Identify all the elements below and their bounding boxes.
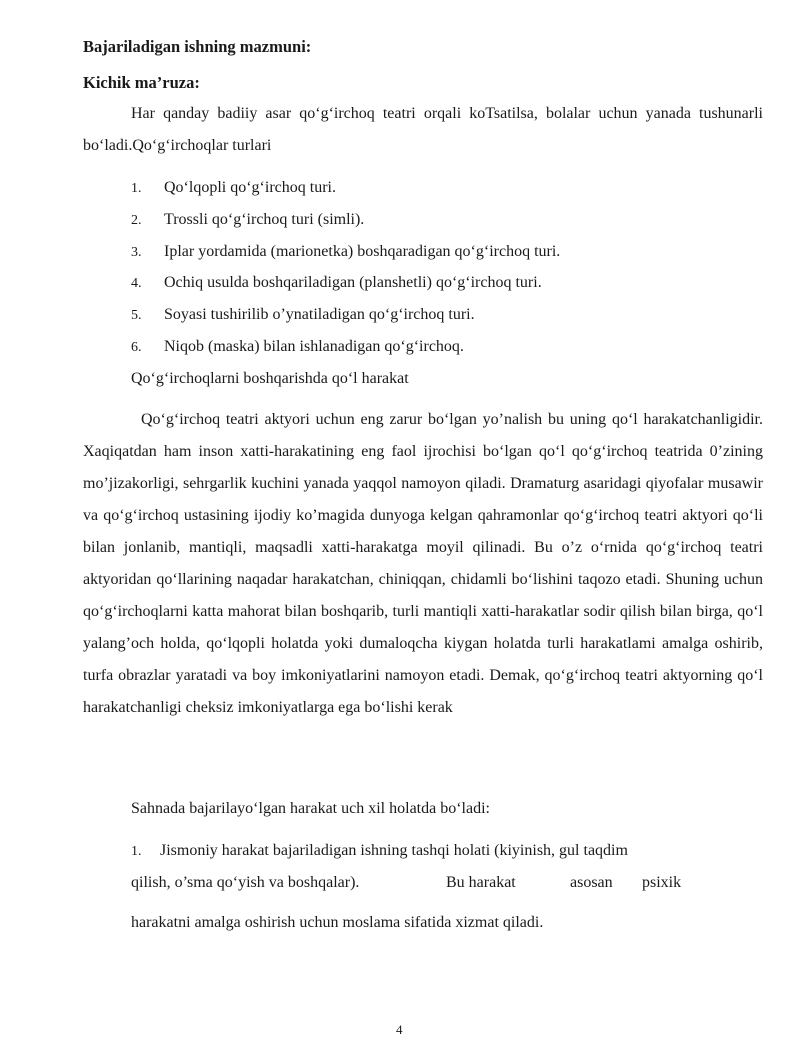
list-text: Trossli qo‘g‘irchoq turi (simli). <box>164 211 365 228</box>
list-item <box>131 242 560 263</box>
hand-movement-title: Qo‘g‘irchoqlarni boshqarishda qo‘l harakat <box>131 370 409 387</box>
list-item <box>131 337 464 358</box>
page-number: 4 <box>396 1022 403 1037</box>
stage-item-line-2a: qilish, o’sma qo‘yish va boshqalar). <box>131 874 360 891</box>
list-text: Qo‘lqopli qo‘g‘irchoq turi. <box>164 179 336 196</box>
lecture-heading: Kichik ma’ruza: <box>83 73 200 92</box>
list-text: Jismoniy harakat bajariladigan ishning tashqi holati (kiyinish, gul taqdim <box>160 842 628 859</box>
list-number: 4. <box>131 276 142 291</box>
stage-item-line-1 <box>131 841 628 862</box>
list-text: Soyasi tushirilib o’ynatiladigan qo‘g‘irchoq turi. <box>164 306 475 323</box>
list-number: 6. <box>131 340 142 355</box>
stage-item-line-2d: psixik <box>642 874 682 891</box>
list-item <box>131 178 336 199</box>
section-heading: Bajariladigan ishning mazmuni: <box>83 37 312 56</box>
stage-item-line-2c: asosan <box>570 874 613 891</box>
list-text: Niqob (maska) bilan ishlanadigan qo‘g‘irchoq. <box>164 338 464 355</box>
stage-title: Sahnada bajarilayo‘lgan harakat uch xil holatda bo‘ladi: <box>131 800 490 817</box>
list-number: 5. <box>131 308 142 323</box>
list-item <box>131 210 364 231</box>
list-number: 1. <box>131 181 142 196</box>
stage-item-line-2b: Bu harakat <box>446 874 516 891</box>
list-text: Ochiq usulda boshqariladigan (planshetli) qo‘g‘irchoq turi. <box>164 274 542 291</box>
list-item <box>131 273 542 294</box>
main-paragraph: Qo‘g‘irchoq teatri aktyori uchun eng zarur bo‘lgan yo’nalish bu uning qo‘l harakatchanligidir. Xaqiqatdan ham inson xatti-harakatining eng faol ijrochisi bo‘lgan qo‘l qo‘g‘irchoq teatrida 0’zining mo’jizakorligi, sehrgarlik kuchini yanada yaqqol namoyon qiladi. Dramaturg asaridagi qiyofalar musawir va qo‘g‘irchoq ustasining ijodiy ko’magida dunyoga kelgan qahramonlar qo‘g‘irchoq teatri aktyori qo‘li bilan jonlanib, mantiqli, maqsadli xatti-harakatga moyil qilinadi. Bu o’z o‘rnida qo‘g‘irchoq teatri aktyoridan qo‘llarining naqadar harakatchan, chiniqqan, chidamli bo‘lishini taqozo etadi. Shuning uchun qo‘g‘irchoqlarni katta mahorat bilan boshqarib, turli mantiqli xatti-harakatlar sodir qilish bilan birga, qo‘l yalang’och holda, qo‘lqopli holatda yoki dumaloqcha kiygan holatda turli harakatlami amalga oshirib, turfa obrazlar yaratadi va boy imkoniyatlarini namoyon etadi. Demak, qo‘g‘irchoq teatri aktyorning qo‘l harakatchanligi cheksiz imkoniyatlarga ega bo‘lishi kerak <box>83 411 763 716</box>
list-number: 1. <box>131 844 142 859</box>
intro-paragraph: Har qanday badiiy asar qo‘g‘irchoq teatri orqali koTsatilsa, bolalar uchun yanada tushunarli bo‘ladi.Qo‘g‘irchoqlar turlari <box>83 105 763 154</box>
stage-item-line-3: harakatni amalga oshirish uchun moslama sifatida xizmat qiladi. <box>131 914 544 931</box>
list-number: 2. <box>131 213 142 228</box>
list-item <box>131 305 475 326</box>
list-text: Iplar yordamida (marionetka) boshqaradigan qo‘g‘irchoq turi. <box>164 243 561 260</box>
list-number: 3. <box>131 245 142 260</box>
